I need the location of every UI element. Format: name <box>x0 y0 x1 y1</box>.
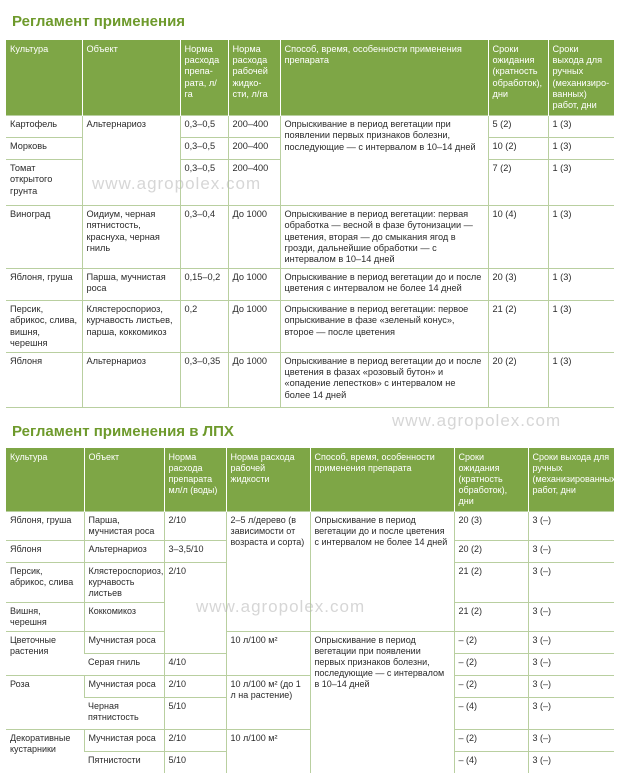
cell-method: Опрыскивание в период вегетации при появлении первых признаков болезни, последующие — с интервалом в 10–14 дней <box>280 116 488 206</box>
cell-liquid: 2–5 л/дерево (в зависимости от возраста и сорта) <box>226 512 310 632</box>
header-norm: Норма расхода препарата мл/л (воды) <box>164 448 226 512</box>
cell-wait: – (2) <box>454 654 528 676</box>
cell-culture: Томат открытого грунта <box>6 160 82 206</box>
table-row <box>6 632 614 654</box>
cell-exit: 1 (3) <box>548 116 614 138</box>
regulation-table-lph <box>6 448 619 773</box>
cell-liquid: До 1000 <box>228 353 280 408</box>
header-exit: Сроки выхода для ручных (механизиро-ванных) работ, дни <box>548 40 614 116</box>
cell-culture: Яблоня, груша <box>6 512 84 541</box>
header-culture: Культура <box>6 40 82 116</box>
cell-liquid: 10 л/100 м² (до 1 л на растение) <box>226 676 310 730</box>
cell-object: Пятнистости <box>84 752 164 773</box>
cell-culture: Яблоня <box>6 541 84 563</box>
header-liquid: Норма расхода рабочей жидко-сти, л/га <box>228 40 280 116</box>
cell-object: Мучнистая роса <box>84 730 164 752</box>
cell-object: Черная пятнистость <box>84 698 164 730</box>
table-row <box>6 512 614 541</box>
cell-norm: 4/10 <box>164 654 226 676</box>
watermark: www.agropolex.com <box>392 411 562 430</box>
cell-exit: 3 (–) <box>528 632 614 654</box>
cell-exit: 3 (–) <box>528 654 614 676</box>
cell-object: Парша, мучнистая роса <box>84 512 164 541</box>
cell-norm: 3–3,5/10 <box>164 541 226 563</box>
cell-method: Опрыскивание в период вегетации: первая обработка — весной в фазе бутонизации — цветения, вторая — до смыкания ягод в грозди, дальнейшие обработки — с интервалом в 10–14 дней <box>280 206 488 269</box>
cell-object: Серая гниль <box>84 654 164 676</box>
cell-wait: 21 (2) <box>454 603 528 632</box>
table-row <box>6 301 614 353</box>
cell-object: Альтернариоз <box>82 353 180 408</box>
cell-culture: Персик, абрикос, слива <box>6 563 84 603</box>
cell-exit: 1 (3) <box>548 138 614 160</box>
header-norm: Норма расхода препа-рата, л/га <box>180 40 228 116</box>
cell-liquid: До 1000 <box>228 206 280 269</box>
cell-wait: 5 (2) <box>488 116 548 138</box>
cell-exit: 3 (–) <box>528 541 614 563</box>
cell-wait: 20 (3) <box>454 512 528 541</box>
cell-exit: 1 (3) <box>548 206 614 269</box>
section-title-regulation: Регламент применения <box>12 13 186 30</box>
header-object: Объект <box>84 448 164 512</box>
cell-liquid: До 1000 <box>228 301 280 353</box>
cell-method: Опрыскивание в период вегетации до и после цветения с интервалом не более 14 дней <box>280 269 488 301</box>
cell-exit: 3 (–) <box>528 512 614 541</box>
cell-exit: 3 (–) <box>528 676 614 698</box>
cell-wait: 20 (2) <box>488 353 548 408</box>
cell-liquid: 200–400 <box>228 138 280 160</box>
watermark: www.agropolex.com <box>196 597 366 616</box>
cell-norm: 0,2 <box>180 301 228 353</box>
table-row <box>6 353 614 408</box>
cell-object: Оидиум, черная пятнистость, краснуха, черная гниль <box>82 206 180 269</box>
table-header-row <box>6 40 614 116</box>
cell-method: Опрыскивание в период вегетации: первое опрыскивание в фазе «зеленый конус», второе — после цветения <box>280 301 488 353</box>
section-title-lph: Регламент применения в ЛПХ <box>12 423 234 440</box>
cell-object: Мучнистая роса <box>84 632 164 654</box>
cell-liquid: 10 л/100 м² <box>226 632 310 676</box>
cell-culture: Яблоня <box>6 353 82 408</box>
cell-wait: – (2) <box>454 676 528 698</box>
cell-norm: 0,3–0,4 <box>180 206 228 269</box>
cell-liquid: До 1000 <box>228 269 280 301</box>
cell-norm-empty <box>164 632 226 654</box>
cell-culture: Роза <box>6 676 84 730</box>
cell-method: Опрыскивание в период вегетации при появлении первых признаков болезни, последующие — с интервалом в 10–14 дней <box>310 632 454 773</box>
table-row <box>6 269 614 301</box>
cell-liquid: 200–400 <box>228 116 280 138</box>
cell-object: Клястероспориоз, курчавость листьев <box>84 563 164 603</box>
cell-exit: 3 (–) <box>528 563 614 603</box>
cell-object: Альтернариоз <box>84 541 164 563</box>
cell-wait: 10 (4) <box>488 206 548 269</box>
cell-wait: 7 (2) <box>488 160 548 206</box>
header-liquid: Норма расхода рабочей жидкости <box>226 448 310 512</box>
header-method: Способ, время, особенности применения препарата <box>310 448 454 512</box>
cell-wait: 21 (2) <box>454 563 528 603</box>
cell-norm: 5/10 <box>164 752 226 773</box>
cell-exit: 3 (–) <box>528 698 614 730</box>
watermark: www.agropolex.com <box>92 174 262 193</box>
cell-norm: 2/10 <box>164 676 226 698</box>
cell-norm: 0,15–0,2 <box>180 269 228 301</box>
cell-exit: 1 (3) <box>548 301 614 353</box>
cell-method: Опрыскивание в период вегетации до и после цветения в фазах «розовый бутон» и «опадение лепестков» с интервалом не более 14 дней <box>280 353 488 408</box>
cell-exit: 3 (–) <box>528 730 614 752</box>
cell-exit: 3 (–) <box>528 752 614 773</box>
cell-norm: 0,3–0,5 <box>180 160 228 206</box>
cell-culture: Цветочные растения <box>6 632 84 676</box>
table-header-row <box>6 448 614 512</box>
cell-norm: 2/10 <box>164 512 226 541</box>
cell-culture: Виноград <box>6 206 82 269</box>
header-wait: Сроки ожидания (кратность обработок), дни <box>454 448 528 512</box>
cell-culture: Персик, абрикос, слива, вишня, черешня <box>6 301 82 353</box>
cell-norm: 2/10 <box>164 730 226 752</box>
cell-object: Парша, мучнистая роса <box>82 269 180 301</box>
cell-object: Альтернариоз <box>82 116 180 206</box>
cell-norm: 0,3–0,5 <box>180 138 228 160</box>
cell-method: Опрыскивание в период вегетации до и после цветения с интервалом не более 14 дней <box>310 512 454 632</box>
cell-object: Мучнистая роса <box>84 676 164 698</box>
cell-object: Коккомикоз <box>84 603 164 632</box>
table-row <box>6 206 614 269</box>
regulation-table <box>6 40 614 408</box>
header-object: Объект <box>82 40 180 116</box>
cell-wait: 20 (2) <box>454 541 528 563</box>
cell-culture: Картофель <box>6 116 82 138</box>
header-culture: Культура <box>6 448 84 512</box>
cell-object: Клястероспориоз, курчавость листьев, парша, коккомикоз <box>82 301 180 353</box>
cell-culture: Яблоня, груша <box>6 269 82 301</box>
cell-liquid: 10 л/100 м² <box>226 730 310 773</box>
cell-wait: – (2) <box>454 632 528 654</box>
cell-wait: – (2) <box>454 730 528 752</box>
cell-norm: 5/10 <box>164 698 226 730</box>
cell-wait: – (4) <box>454 698 528 730</box>
cell-norm: 2/10 <box>164 563 226 632</box>
cell-exit: 1 (3) <box>548 269 614 301</box>
cell-wait: 10 (2) <box>488 138 548 160</box>
cell-culture: Декоративные кустарники <box>6 730 84 773</box>
cell-culture: Морковь <box>6 138 82 160</box>
cell-exit: 1 (3) <box>548 160 614 206</box>
header-wait: Сроки ожидания (кратность обработок), дни <box>488 40 548 116</box>
header-method: Способ, время, особенности применения препарата <box>280 40 488 116</box>
cell-exit: 3 (–) <box>528 603 614 632</box>
cell-norm: 0,3–0,5 <box>180 116 228 138</box>
cell-norm: 0,3–0,35 <box>180 353 228 408</box>
cell-wait: – (4) <box>454 752 528 773</box>
cell-liquid: 200–400 <box>228 160 280 206</box>
cell-culture: Вишня, черешня <box>6 603 84 632</box>
cell-wait: 20 (3) <box>488 269 548 301</box>
table-row <box>6 116 614 138</box>
header-exit: Сроки выхода для ручных (механизированных) работ, дни <box>528 448 614 512</box>
cell-exit: 1 (3) <box>548 353 614 408</box>
cell-wait: 21 (2) <box>488 301 548 353</box>
